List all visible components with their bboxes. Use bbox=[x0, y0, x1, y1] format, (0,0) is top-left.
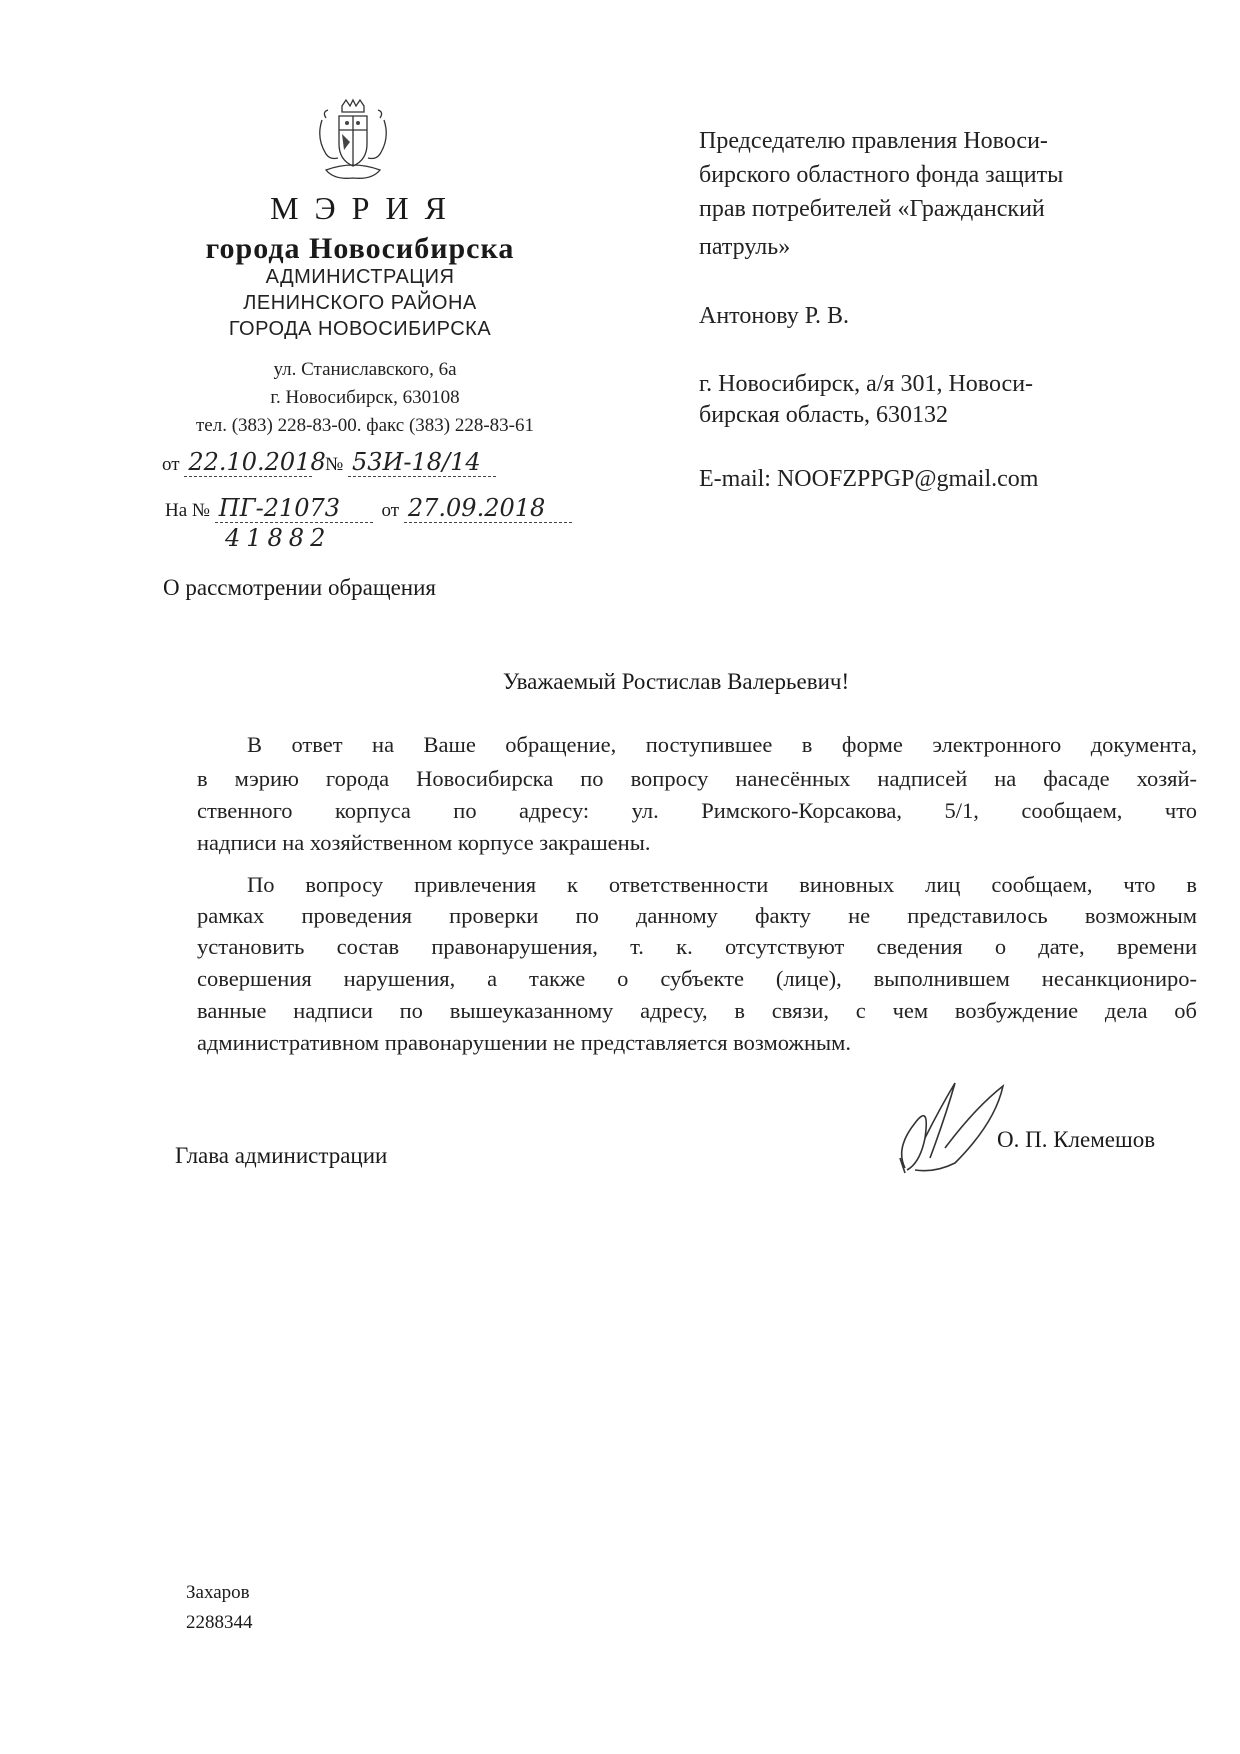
recipient-line: Председателю правления Новоси- bbox=[699, 128, 1048, 154]
reply-extra-number: 41882 bbox=[225, 524, 332, 552]
handwritten-signature bbox=[885, 1078, 1015, 1178]
reply-date-label: от bbox=[381, 500, 400, 521]
number-value: 53И-18/14 bbox=[348, 448, 496, 477]
reply-label: На № bbox=[165, 500, 211, 521]
letterhead-city: города Новосибирска bbox=[205, 232, 515, 265]
body-line: В ответ на Ваше обращение, поступившее в форме электронного документа, bbox=[247, 732, 1197, 757]
body-line: надписи на хозяйственном корпусе закрашены. bbox=[197, 830, 651, 855]
body-line: совершения нарушения, а также о субъекте (лице), выполнившем несанкциониро- bbox=[197, 966, 1197, 991]
outgoing-reference bbox=[162, 448, 496, 477]
body-line: установить состав правонарушения, т. к. отсутствуют сведения о дате, времени bbox=[197, 934, 1197, 959]
recipient-line: прав потребителей «Гражданский bbox=[699, 196, 1045, 222]
signatory-name: О. П. Клемешов bbox=[997, 1127, 1156, 1152]
signatory-position: Глава администрации bbox=[175, 1143, 388, 1168]
body-line: ванные надписи по вышеуказанному адресу, в связи, с чем возбуждение дела об bbox=[197, 998, 1197, 1023]
coat-of-arms-icon bbox=[312, 98, 394, 184]
recipient-line: патруль» bbox=[699, 234, 791, 260]
incoming-reference bbox=[165, 494, 572, 523]
reply-number: ПГ-21073 bbox=[215, 494, 373, 523]
greeting: Уважаемый Ростислав Валерьевич! bbox=[502, 669, 850, 694]
body-line: административном правонарушении не представляется возможным. bbox=[197, 1030, 851, 1055]
recipient-email: E-mail: NOOFZPPGP@gmail.com bbox=[699, 466, 1039, 492]
recipient-address-line: г. Новосибирск, а/я 301, Новоси- bbox=[699, 371, 1034, 397]
body-line: рамках проведения проверки по данному факту не представилось возможным bbox=[197, 903, 1197, 928]
letterhead-address-line: тел. (383) 228-83-00. факс (383) 228-83-61 bbox=[195, 415, 535, 436]
body-line: в мэрию города Новосибирска по вопросу нанесённых надписей на фасаде хозяй- bbox=[197, 766, 1197, 791]
recipient-line: бирского областного фонда защиты bbox=[699, 162, 1064, 188]
letterhead-dept-line: ГОРОДА НОВОСИБИРСКА bbox=[228, 318, 492, 340]
letterhead-address-line: г. Новосибирск, 630108 bbox=[270, 387, 460, 408]
recipient-address-line: бирская область, 630132 bbox=[699, 402, 949, 428]
executor-name: Захаров bbox=[186, 1582, 250, 1603]
reply-date: 27.09.2018 bbox=[404, 494, 572, 523]
letterhead-title: М Э Р И Я bbox=[270, 190, 450, 226]
body-line: ственного корпуса по адресу: ул. Римского-Корсакова, 5/1, сообщаем, что bbox=[197, 798, 1197, 823]
letterhead-address-line: ул. Станиславского, 6а bbox=[273, 359, 457, 380]
date-label: от bbox=[162, 454, 180, 475]
subject: О рассмотрении обращения bbox=[163, 575, 436, 600]
date-value: 22.10.2018 bbox=[184, 448, 312, 477]
letterhead-dept-line: ЛЕНИНСКОГО РАЙОНА bbox=[243, 292, 477, 314]
recipient-name: Антонову Р. В. bbox=[699, 303, 850, 329]
letterhead-dept-line: АДМИНИСТРАЦИЯ bbox=[265, 266, 455, 288]
executor-phone: 2288344 bbox=[186, 1612, 253, 1633]
number-label: № bbox=[325, 454, 344, 475]
body-line: По вопросу привлечения к ответственности виновных лиц сообщаем, что в bbox=[247, 872, 1197, 897]
